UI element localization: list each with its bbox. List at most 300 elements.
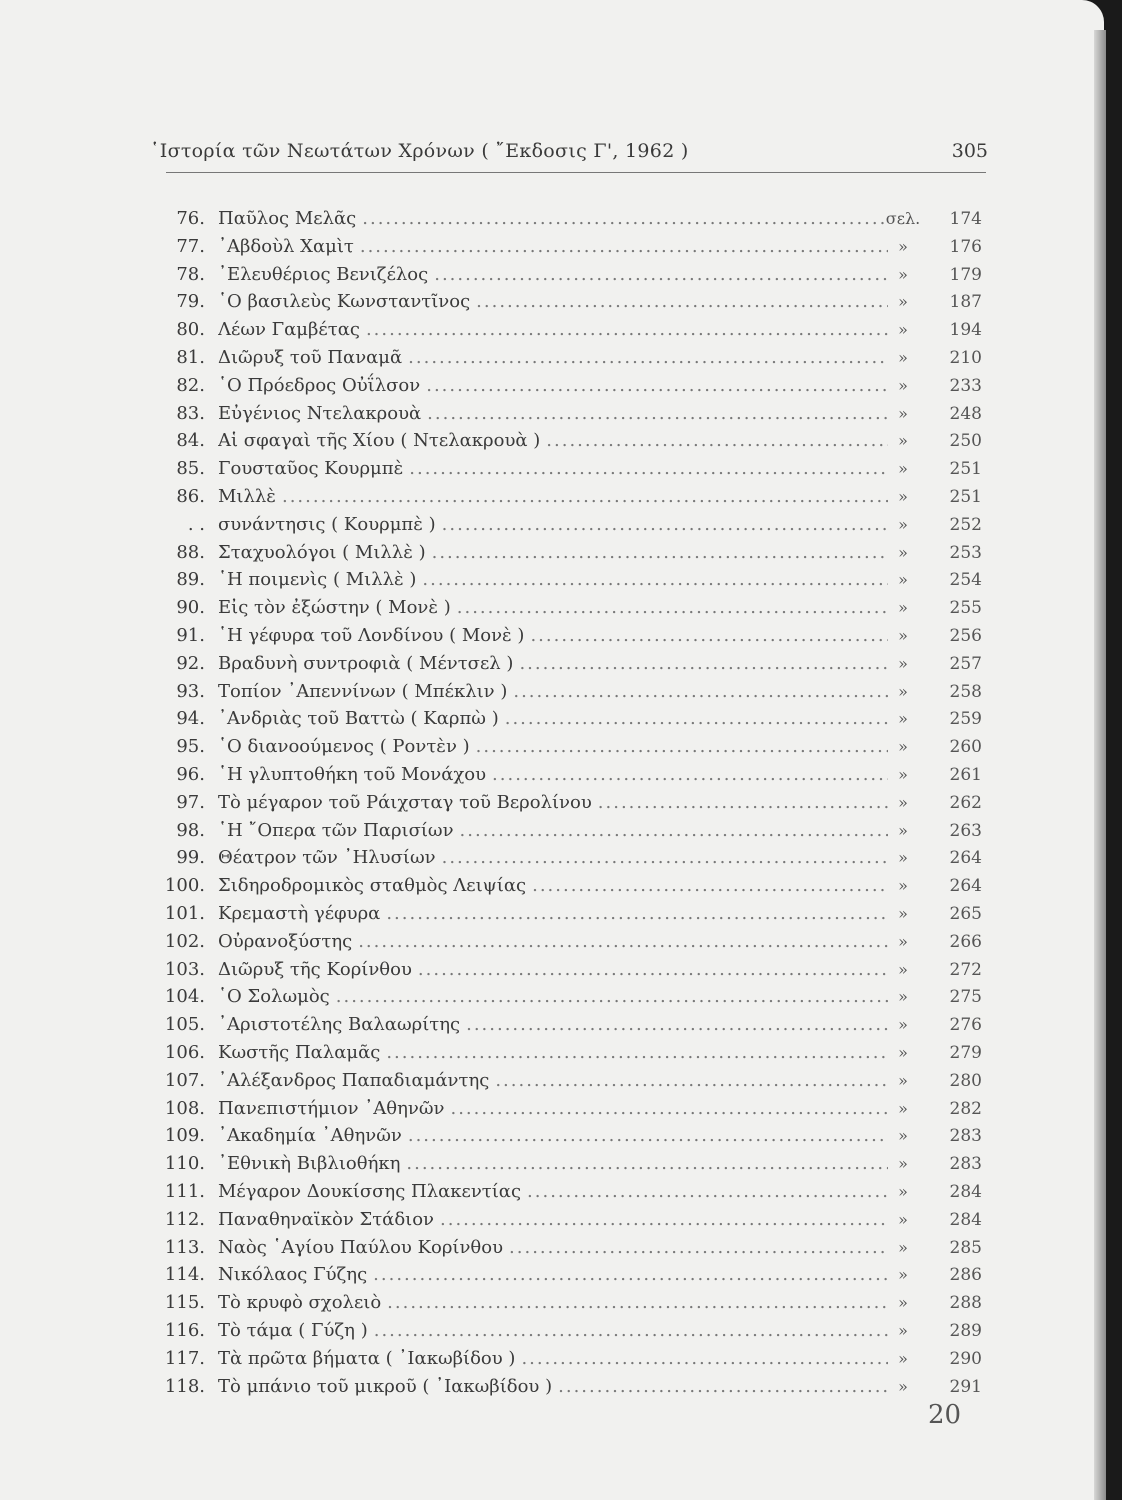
ditto-mark: »: [898, 1098, 908, 1118]
toc-entry: [0, 372, 1122, 400]
entry-page: 210: [949, 348, 982, 368]
ditto-mark: »: [898, 264, 908, 284]
dot-leader: [519, 650, 888, 678]
toc-entry: [0, 539, 1122, 567]
dot-leader: [509, 1234, 888, 1262]
entry-page: 279: [949, 1043, 982, 1063]
entry-title-line: [218, 844, 888, 872]
entry-title: ᾿Ανδριὰς τοῦ Βαττὼ ( Καρπὼ ): [218, 708, 499, 730]
ditto-mark: »: [898, 348, 908, 367]
dot-leader: [532, 872, 888, 900]
show-through-text: [870, 88, 875, 106]
entry-number: 118.: [164, 1375, 205, 1397]
entry-page: 259: [949, 709, 982, 730]
entry-page: 261: [949, 765, 982, 785]
entry-number: 102.: [164, 930, 205, 952]
dot-leader: [440, 1206, 888, 1234]
entry-title: Αἱ σφαγαὶ τῆς Χίου ( Ντελακρουὰ ): [218, 430, 541, 452]
entry-title-line: [218, 733, 888, 761]
entry-title: Οὐρανοξύστης: [218, 930, 353, 952]
entry-title: Τὸ τάμα ( Γύζη ): [218, 1320, 368, 1341]
entry-title-line: [218, 678, 888, 706]
entry-title-line: [218, 483, 888, 511]
entry-title-line: [218, 1039, 888, 1067]
dot-leader: [427, 400, 888, 428]
ditto-mark: »: [898, 570, 908, 590]
dot-leader: [358, 928, 888, 956]
entry-title: Εἰς τὸν ἐξώστην ( Μονὲ ): [218, 597, 451, 619]
entry-number: 111.: [164, 1181, 205, 1202]
entry-page: 174: [949, 209, 982, 229]
toc-entry: [0, 1122, 1122, 1150]
entry-title: Κωστῆς Παλαμᾶς: [218, 1042, 381, 1063]
dot-leader: [598, 789, 888, 817]
entry-title-line: [218, 372, 888, 400]
ditto-mark: »: [898, 1293, 908, 1313]
ditto-mark: »: [898, 987, 908, 1007]
dot-leader: [386, 1039, 888, 1067]
ditto-mark: »: [898, 1182, 908, 1201]
entry-title-line: [218, 650, 888, 678]
entry-title: ᾿Εθνικὴ Βιβλιοθήκη: [218, 1153, 401, 1175]
entry-page: 252: [949, 514, 982, 535]
entry-number: 116.: [164, 1320, 205, 1341]
toc-entry: [0, 928, 1122, 956]
entry-title-line: [218, 1345, 888, 1373]
entry-page: 194: [949, 320, 982, 341]
dot-leader: [521, 1345, 888, 1373]
ditto-mark: »: [898, 709, 908, 729]
toc-entry: [0, 900, 1122, 928]
dot-leader: [546, 427, 888, 455]
toc-entry: [0, 761, 1122, 789]
toc-entry: [0, 400, 1122, 428]
entry-page: 257: [949, 653, 982, 674]
dot-leader: [442, 844, 888, 872]
entry-title: Εὐγένιος Ντελακρουὰ: [218, 402, 422, 424]
toc-entry: [0, 1011, 1122, 1039]
entry-title: Παῦλος Μελᾶς: [218, 208, 357, 229]
entry-page: 263: [949, 820, 982, 841]
entry-title-line: [218, 983, 888, 1011]
running-title: ῾Ιστορία τῶν Νεωτάτων Χρόνων ( ῎Εκδοσις Γ', 1962 ): [150, 140, 689, 162]
entry-title-line: [218, 594, 888, 622]
dot-leader: [373, 1261, 888, 1289]
entry-page: 264: [949, 848, 982, 869]
toc-entry: [0, 872, 1122, 900]
entry-number: 84.: [176, 430, 205, 452]
entry-number: 107.: [164, 1069, 205, 1091]
entry-number: 93.: [176, 680, 205, 702]
entry-number: 110.: [164, 1153, 205, 1175]
entry-title-line: [218, 817, 888, 845]
dot-leader: [386, 900, 888, 928]
ditto-mark: »: [898, 542, 908, 562]
entry-title: Μιλλὲ: [218, 486, 276, 507]
entry-title: Λέων Γαμβέτας: [218, 319, 360, 341]
entry-title: ᾿Αλέξανδρος Παπαδιαμάντης: [218, 1069, 490, 1091]
entry-number: 90.: [176, 597, 205, 619]
toc-entry: [0, 1178, 1122, 1206]
entry-title-line: [218, 539, 888, 567]
ditto-mark: »: [898, 904, 908, 923]
entry-title: ῾Ο διανοούμενος ( Ροντὲν ): [218, 736, 470, 758]
entry-title: Νικόλαος Γύζης: [218, 1264, 368, 1286]
entry-title: Σιδηροδρομικὸς σταθμὸς Λειψίας: [218, 875, 527, 897]
ditto-mark: »: [898, 959, 908, 979]
ditto-mark: »: [898, 403, 908, 423]
entry-title-line: [218, 1206, 888, 1234]
toc-entry: [0, 817, 1122, 845]
signature-mark: 20: [928, 1400, 962, 1430]
entry-number: 85.: [176, 458, 205, 480]
ditto-mark: »: [898, 820, 908, 840]
dot-leader: [408, 1122, 888, 1150]
entry-number: 88.: [176, 541, 205, 563]
entry-number: 106.: [164, 1042, 205, 1063]
ditto-mark: »: [898, 1070, 908, 1090]
entry-title-line: [218, 288, 888, 316]
toc-entry: [0, 1039, 1122, 1067]
ditto-mark: »: [898, 375, 908, 395]
page-edge: [1094, 30, 1106, 1500]
entry-number: 83.: [176, 402, 205, 424]
dot-leader: [418, 956, 888, 984]
entry-number: 104.: [164, 986, 205, 1008]
entry-page: 265: [949, 904, 982, 924]
entry-title-line: [218, 1095, 888, 1123]
toc-entry: [0, 288, 1122, 316]
entry-number: 114.: [164, 1264, 205, 1286]
dot-leader: [460, 817, 888, 845]
running-header: [150, 140, 988, 172]
dot-leader: [362, 205, 888, 233]
ditto-mark: »: [898, 514, 908, 534]
entry-title: ῾Η γλυπτοθήκη τοῦ Μονάχου: [218, 764, 487, 785]
dot-leader: [426, 372, 888, 400]
entry-title-line: [218, 956, 888, 984]
ditto-mark: »: [898, 236, 908, 256]
entry-page: 253: [949, 542, 982, 563]
entry-number: 115.: [164, 1292, 205, 1314]
entry-number: 113.: [164, 1236, 205, 1258]
dot-leader: [366, 316, 888, 344]
entry-title-line: [218, 427, 888, 455]
entry-page: 284: [949, 1209, 982, 1230]
dot-leader: [466, 1011, 888, 1039]
entry-title: ᾿Ελευθέριος Βενιζέλος: [218, 263, 429, 285]
ditto-mark: »: [898, 1154, 908, 1174]
entry-number: 79.: [176, 291, 205, 313]
entry-title-line: [218, 1373, 888, 1401]
entry-page: 179: [949, 264, 982, 285]
page-number: 305: [951, 140, 988, 162]
ditto-mark: »: [898, 1265, 908, 1285]
ditto-mark: »: [898, 1043, 908, 1062]
entry-number: 117.: [164, 1347, 205, 1369]
dot-leader: [406, 1150, 888, 1178]
toc-entry: [0, 594, 1122, 622]
entry-number: 89.: [176, 569, 205, 591]
dot-leader: [530, 622, 888, 650]
toc-entry: [0, 1373, 1122, 1401]
entry-number: 97.: [176, 791, 205, 813]
entry-page: 187: [949, 292, 982, 313]
entry-title: συνάντησις ( Κουρμπὲ ): [218, 513, 436, 535]
entry-title: ᾿Αβδοὺλ Χαμὶτ: [218, 235, 354, 257]
ditto-mark: »: [898, 1126, 908, 1146]
entry-title: Θέατρον τῶν ᾿Ηλυσίων: [218, 847, 436, 869]
entry-title-line: [218, 789, 888, 817]
ditto-mark: »: [898, 487, 908, 506]
entry-title-line: [218, 400, 888, 428]
entry-title: Σταχυολόγοι ( Μιλλὲ ): [218, 541, 426, 563]
entry-page: 255: [949, 598, 982, 619]
entry-title-line: [218, 261, 888, 289]
entry-number: 99.: [176, 847, 205, 869]
toc-entry: [0, 1206, 1122, 1234]
ditto-mark: »: [898, 876, 908, 896]
entry-title: Τὸ μέγαρον τοῦ Ράιχσταγ τοῦ Βερολίνου: [218, 791, 592, 813]
toc-entry: [0, 455, 1122, 483]
entry-number: 108.: [164, 1097, 205, 1119]
ditto-mark: »: [898, 792, 908, 812]
entry-page: 176: [949, 236, 982, 257]
entry-title-line: [218, 1122, 888, 1150]
entry-page: 233: [949, 375, 982, 396]
ditto-mark: »: [898, 431, 908, 451]
toc-entry: [0, 733, 1122, 761]
entry-title-line: [218, 316, 888, 344]
toc-entry: [0, 316, 1122, 344]
toc-entry: [0, 1345, 1122, 1373]
entry-page: 276: [949, 1015, 982, 1036]
entry-page: 291: [949, 1376, 982, 1397]
entry-title: Τοπίον ᾿Απεννίνων ( Μπέκλιν ): [218, 680, 508, 702]
entry-title-line: [218, 511, 888, 539]
ditto-mark: »: [898, 1209, 908, 1229]
entry-number: 96.: [176, 764, 205, 785]
entry-title: ᾿Ακαδημία ᾿Αθηνῶν: [218, 1125, 402, 1147]
toc-entry: [0, 1317, 1122, 1345]
entry-number: 94.: [176, 708, 205, 730]
entry-title: Βραδυνὴ συντροφιὰ ( Μέντσελ ): [218, 652, 514, 674]
ditto-mark: »: [898, 737, 908, 757]
entry-title: Διῶρυξ τοῦ Παναμᾶ: [218, 347, 403, 368]
entry-page: 275: [949, 987, 982, 1008]
toc-entry: [0, 233, 1122, 261]
toc-entry: [0, 650, 1122, 678]
entry-title: ῾Η ῎Οπερα τῶν Παρισίων: [218, 819, 454, 841]
entry-number: . .: [187, 513, 205, 535]
dot-leader: [495, 1067, 888, 1095]
entry-title: Τὰ πρῶτα βήματα ( ᾿Ιακωβίδου ): [218, 1347, 516, 1369]
toc-entry: [0, 483, 1122, 511]
entry-title-line: [218, 622, 888, 650]
entry-number: 103.: [164, 958, 205, 980]
entry-title-line: [218, 1011, 888, 1039]
toc-entry: [0, 1261, 1122, 1289]
dot-leader: [408, 344, 888, 372]
dot-leader: [492, 761, 888, 789]
entry-page: 272: [949, 959, 982, 980]
entry-number: 95.: [176, 736, 205, 758]
entry-title-line: [218, 1317, 888, 1345]
entry-number: 98.: [176, 819, 205, 841]
dot-leader: [409, 455, 888, 483]
toc-entry: [0, 1067, 1122, 1095]
entry-title-line: [218, 1150, 888, 1178]
entry-title: Ναὸς ῾Αγίου Παύλου Κορίνθου: [218, 1236, 504, 1258]
entry-title: Γουσταῦος Κουρμπὲ: [218, 458, 404, 480]
dot-leader: [387, 1289, 888, 1317]
entry-title: Παναθηναϊκὸν Στάδιον: [218, 1208, 434, 1230]
dot-leader: [513, 678, 888, 706]
dot-leader: [360, 233, 888, 261]
toc-entry: [0, 566, 1122, 594]
toc-entry: [0, 844, 1122, 872]
toc-entry: [0, 789, 1122, 817]
entry-title-line: [218, 1261, 888, 1289]
dot-leader: [442, 511, 888, 539]
entry-page: 289: [949, 1321, 982, 1341]
entry-title-line: [218, 928, 888, 956]
entry-title: ῾Η γέφυρα τοῦ Λονδίνου ( Μονὲ ): [218, 625, 525, 646]
entry-title-line: [218, 205, 888, 233]
entry-page: 285: [949, 1237, 982, 1258]
entry-number: 82.: [176, 374, 205, 396]
entry-title: ᾿Αριστοτέλης Βαλαωρίτης: [218, 1014, 461, 1036]
toc-entry: [0, 427, 1122, 455]
entry-title: Τὸ κρυφὸ σχολειὸ: [218, 1292, 382, 1314]
entry-title: Πανεπιστήμιον ᾿Αθηνῶν: [218, 1097, 445, 1119]
ditto-mark: »: [898, 626, 908, 645]
entry-page: 290: [949, 1348, 982, 1369]
entry-title-line: [218, 566, 888, 594]
dot-leader: [457, 594, 888, 622]
toc-entry: [0, 705, 1122, 733]
toc-entry: [0, 511, 1122, 539]
toc-entry: [0, 1150, 1122, 1178]
ditto-mark: »: [898, 1321, 908, 1340]
entry-title: ῾Ο Πρόεδρος Οὐΐλσον: [218, 374, 421, 396]
toc-entry: [0, 956, 1122, 984]
dot-leader: [450, 1095, 888, 1123]
ditto-mark: »: [898, 931, 908, 951]
entry-title-line: [218, 900, 888, 928]
toc-entry: [0, 983, 1122, 1011]
entry-number: 77.: [176, 235, 205, 257]
entry-page: 282: [949, 1098, 982, 1119]
entry-number: 86.: [176, 486, 205, 507]
entry-title: ῾Ο βασιλεὺς Κωνσταντῖνος: [218, 291, 471, 313]
dot-leader: [282, 483, 888, 511]
entry-number: 81.: [176, 347, 205, 368]
entry-title-line: [218, 761, 888, 789]
dot-leader: [432, 539, 888, 567]
entry-page: 250: [949, 431, 982, 452]
entry-title-line: [218, 1234, 888, 1262]
entry-page: 251: [949, 459, 982, 480]
dot-leader: [505, 705, 888, 733]
toc-entry: [0, 344, 1122, 372]
toc-entry: [0, 1289, 1122, 1317]
entry-page: 266: [949, 931, 982, 952]
entry-title-line: [218, 233, 888, 261]
entry-number: 78.: [176, 263, 205, 285]
ditto-mark: »: [898, 1237, 908, 1257]
toc-entry: [0, 678, 1122, 706]
dot-leader: [558, 1373, 888, 1401]
entry-page: 283: [949, 1126, 982, 1147]
dot-leader: [434, 261, 888, 289]
entry-title: ῾Ο Σολωμὸς: [218, 986, 330, 1008]
entry-page: 284: [949, 1182, 982, 1202]
ditto-mark: »: [898, 320, 908, 340]
entry-number: 112.: [164, 1208, 205, 1230]
ditto-mark: »: [898, 292, 908, 312]
entry-title: Μέγαρον Δουκίσσης Πλακεντίας: [218, 1181, 522, 1202]
entry-page: 283: [949, 1154, 982, 1175]
entry-title-line: [218, 872, 888, 900]
entry-number: 101.: [164, 903, 205, 924]
entry-title-line: [218, 455, 888, 483]
entry-page: 262: [949, 792, 982, 813]
ditto-mark: »: [898, 681, 908, 701]
entry-page: 264: [949, 876, 982, 897]
entry-number: 76.: [176, 208, 205, 229]
dot-leader: [476, 733, 888, 761]
entry-title-line: [218, 1178, 888, 1206]
entry-number: 109.: [164, 1125, 205, 1147]
toc-entry: [0, 261, 1122, 289]
toc-entry: [0, 622, 1122, 650]
entry-number: 100.: [164, 875, 205, 897]
entry-page: 248: [949, 403, 982, 424]
dot-leader: [422, 566, 888, 594]
entry-page: 280: [949, 1070, 982, 1091]
entry-page: 260: [949, 737, 982, 758]
entry-page: 286: [949, 1265, 982, 1286]
toc-entry: [0, 1234, 1122, 1262]
dot-leader: [374, 1317, 888, 1345]
entry-number: 80.: [176, 319, 205, 341]
entry-title-line: [218, 705, 888, 733]
header-rule: [166, 172, 986, 173]
entry-page: 258: [949, 681, 982, 702]
ditto-mark: »: [898, 1376, 908, 1396]
entry-number: 105.: [164, 1014, 205, 1036]
entry-page: 254: [949, 570, 982, 591]
ditto-mark: »: [898, 598, 908, 618]
ditto-mark: »: [898, 1015, 908, 1035]
entry-title: ῾Η ποιμενὶς ( Μιλλὲ ): [218, 569, 417, 591]
ditto-mark: σελ.: [885, 209, 921, 228]
ditto-mark: »: [898, 848, 908, 868]
dot-leader: [527, 1178, 888, 1206]
toc-entry: [0, 205, 1122, 233]
ditto-mark: »: [898, 653, 908, 673]
entry-title-line: [218, 1067, 888, 1095]
entry-title: Τὸ μπάνιο τοῦ μικροῦ ( ᾿Ιακωβίδου ): [218, 1375, 553, 1397]
entry-number: 92.: [176, 652, 205, 674]
ditto-mark: »: [898, 459, 908, 479]
dot-leader: [476, 288, 888, 316]
entry-title: Διῶρυξ τῆς Κορίνθου: [218, 958, 412, 980]
ditto-mark: »: [898, 1348, 908, 1368]
entry-title: Κρεμαστὴ γέφυρα: [218, 903, 381, 924]
dot-leader: [336, 983, 888, 1011]
